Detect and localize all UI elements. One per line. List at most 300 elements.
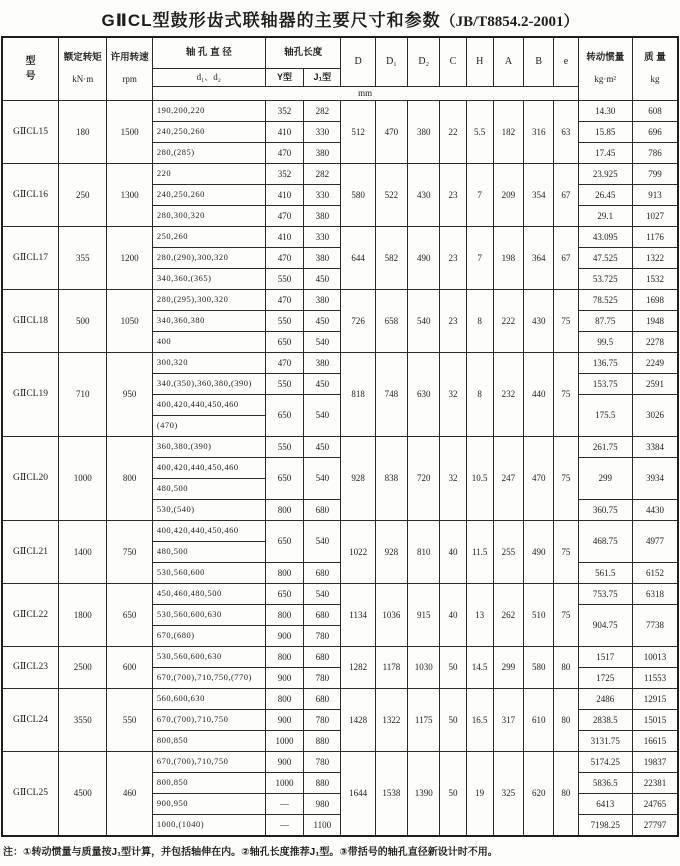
model-cell: GⅡCL25 [2, 752, 59, 837]
dim-H-cell: 14.5 [466, 647, 493, 689]
inertia-cell: 261.75 [578, 437, 632, 458]
y-length-cell: 550 [265, 374, 303, 395]
speed-unit: rpm [122, 74, 137, 85]
bore-cell: (470) [152, 416, 265, 437]
j-length-cell: 380 [304, 353, 341, 374]
dimension-table [1, 36, 679, 837]
torque-cell: 1400 [59, 521, 107, 584]
col-header-torque: 额定转矩 kN·m [59, 37, 107, 101]
bore-cell: 670,(700),710,750 [152, 710, 265, 731]
j-length-cell: 330 [304, 185, 341, 206]
dim-B-cell: 620 [524, 752, 554, 837]
y-length-cell: 650 [265, 521, 303, 563]
bore-cell: 340,360,(365) [152, 269, 265, 290]
inertia-cell: 2838.5 [578, 710, 632, 731]
y-length-cell: 1000 [265, 731, 303, 752]
j-length-cell: 680 [304, 500, 341, 521]
bore-cell: 340,(350),360,380,(390) [152, 374, 265, 395]
mass-cell: 15015 [633, 710, 679, 731]
col-header-bore: 轴 孔 直 径 [152, 37, 265, 69]
dim-D-cell: 818 [341, 353, 375, 437]
dim-D-cell: 1134 [341, 584, 375, 647]
torque-cell: 2500 [59, 647, 107, 689]
mass-cell: 608 [633, 101, 679, 122]
dim-H-cell: 5.5 [466, 101, 493, 164]
title-main: GⅡCL型鼓形齿式联轴器的主要尺寸和参数 [101, 11, 441, 30]
table-row [2, 164, 678, 185]
model-cell: GⅡCL16 [2, 164, 59, 227]
mass-cell: 19837 [633, 752, 679, 773]
dim-C-cell: 32 [440, 353, 466, 437]
torque-cell: 500 [59, 290, 107, 353]
dim-e-cell: 75 [554, 290, 578, 353]
col-header-inertia: 转动惯量 kg·m² [578, 37, 632, 101]
dim-H-cell: 8 [466, 353, 493, 437]
bore-cell: 240,250,260 [152, 185, 265, 206]
dim-e-cell: 75 [554, 353, 578, 437]
dim-D-cell: 1644 [341, 752, 375, 837]
table-row [2, 584, 678, 605]
j-length-cell: 450 [304, 374, 341, 395]
dim-H-cell: 10.5 [466, 437, 493, 521]
bore-cell: 530,560,600 [152, 563, 265, 584]
mass-cell: 6318 [633, 584, 679, 605]
dim-C-cell: 22 [440, 101, 466, 164]
speed-cell: 1200 [107, 227, 152, 290]
title-standard: （JB/T8854.2-2001） [440, 14, 579, 30]
col-header-length: 轴孔长度 [265, 37, 341, 69]
dim-D1-cell: 748 [375, 353, 407, 437]
dim-D2-cell: 1030 [408, 647, 440, 689]
j-length-cell: 880 [304, 731, 341, 752]
dim-B-cell: 316 [524, 101, 554, 164]
table-row [2, 689, 678, 710]
y-length-cell: 900 [265, 710, 303, 731]
mass-cell: 1176 [633, 227, 679, 248]
dim-D2-cell: 430 [408, 164, 440, 227]
dim-e-cell: 80 [554, 752, 578, 837]
dim-H-cell: 8 [466, 290, 493, 353]
table-row [2, 647, 678, 668]
torque-cell: 1800 [59, 584, 107, 647]
dim-D2-cell: 380 [408, 101, 440, 164]
bore-cell: 450,460,480,500 [152, 584, 265, 605]
dim-e-cell: 67 [554, 164, 578, 227]
y-length-cell: 650 [265, 395, 303, 437]
j-length-cell: 282 [304, 101, 341, 122]
table-row [2, 521, 678, 542]
bore-cell: 280,(285) [152, 143, 265, 164]
col-header-mass: 质 量 kg [633, 37, 679, 101]
y-length-cell: 470 [265, 206, 303, 227]
bore-cell: 300,320 [152, 353, 265, 374]
bore-cell: 670,(700),710,750 [152, 752, 265, 773]
y-length-cell: 470 [265, 248, 303, 269]
bore-cell: 360,380,(390) [152, 437, 265, 458]
torque-cell: 180 [59, 101, 107, 164]
dim-A-cell: 209 [493, 164, 523, 227]
bore-cell: 530,560,600,630 [152, 605, 265, 626]
bore-cell: 800,850 [152, 773, 265, 794]
bore-cell: 670,(680) [152, 626, 265, 647]
dim-e-cell: 75 [554, 521, 578, 584]
dim-A-cell: 317 [493, 689, 523, 752]
dim-D-cell: 580 [341, 164, 375, 227]
inertia-cell: 14.30 [578, 101, 632, 122]
dim-B-cell: 354 [524, 164, 554, 227]
bore-cell: 560,600,630 [152, 689, 265, 710]
dim-e-cell: 75 [554, 584, 578, 647]
inertia-cell: 15.85 [578, 122, 632, 143]
inertia-cell: 2486 [578, 689, 632, 710]
dim-e-cell: 75 [554, 437, 578, 521]
y-length-cell: 410 [265, 227, 303, 248]
y-length-cell: 900 [265, 626, 303, 647]
mass-cell: 7738 [633, 605, 679, 647]
dim-D2-cell: 1390 [408, 752, 440, 837]
speed-cell: 800 [107, 437, 152, 521]
mass-cell: 913 [633, 185, 679, 206]
torque-cell: 3550 [59, 689, 107, 752]
bore-cell: 280,(295),300,320 [152, 290, 265, 311]
model-cell: GⅡCL22 [2, 584, 59, 647]
y-length-cell: 900 [265, 752, 303, 773]
j-length-cell: 980 [304, 794, 341, 815]
y-length-cell: 352 [265, 101, 303, 122]
inertia-cell: 153.75 [578, 374, 632, 395]
model-cell: GⅡCL24 [2, 689, 59, 752]
dim-B-cell: 430 [524, 290, 554, 353]
j-length-cell: 780 [304, 710, 341, 731]
mass-cell: 1322 [633, 248, 679, 269]
dim-D2-cell: 720 [408, 437, 440, 521]
header-row-1 [2, 37, 678, 69]
j-length-cell: 380 [304, 290, 341, 311]
mass-cell: 16615 [633, 731, 679, 752]
dim-D2-cell: 1175 [408, 689, 440, 752]
col-header-length-y: Y型 [265, 69, 303, 87]
bore-cell: 400,420,440,450,460 [152, 395, 265, 416]
inertia-cell: 47.525 [578, 248, 632, 269]
col-header-length-j: J₁型 [304, 69, 341, 87]
dim-C-cell: 40 [440, 521, 466, 584]
dim-C-cell: 32 [440, 437, 466, 521]
j-length-cell: 1100 [304, 815, 341, 837]
mass-cell: 799 [633, 164, 679, 185]
inertia-cell: 78.525 [578, 290, 632, 311]
table-row [2, 353, 678, 374]
bore-cell: 800,850 [152, 731, 265, 752]
bore-cell: 340,360,380 [152, 311, 265, 332]
speed-cell: 550 [107, 689, 152, 752]
mass-unit: kg [650, 74, 660, 85]
y-length-cell: 800 [265, 689, 303, 710]
page-title [1, 6, 679, 31]
y-length-cell: 410 [265, 122, 303, 143]
dim-B-cell: 470 [524, 437, 554, 521]
j-length-cell: 680 [304, 647, 341, 668]
col-header-H: H [466, 37, 493, 87]
dim-C-cell: 23 [440, 164, 466, 227]
inertia-cell: 136.75 [578, 353, 632, 374]
dim-B-cell: 490 [524, 521, 554, 584]
dim-D2-cell: 810 [408, 521, 440, 584]
j-length-cell: 380 [304, 143, 341, 164]
dim-D1-cell: 658 [375, 290, 407, 353]
dim-D1-cell: 1538 [375, 752, 407, 837]
mass-cell: 4977 [633, 521, 679, 563]
dim-B-cell: 610 [524, 689, 554, 752]
dim-D1-cell: 1178 [375, 647, 407, 689]
dim-D-cell: 928 [341, 437, 375, 521]
inertia-cell: 3131.75 [578, 731, 632, 752]
y-length-cell: 650 [265, 332, 303, 353]
inertia-cell: 43.095 [578, 227, 632, 248]
model-cell: GⅡCL17 [2, 227, 59, 290]
table-row [2, 101, 678, 122]
dim-B-cell: 440 [524, 353, 554, 437]
j-length-cell: 780 [304, 668, 341, 689]
speed-cell: 950 [107, 353, 152, 437]
mass-cell: 3026 [633, 395, 679, 437]
y-length-cell: 352 [265, 164, 303, 185]
mass-cell: 3384 [633, 437, 679, 458]
inertia-cell: 5174.25 [578, 752, 632, 773]
col-header-speed: 许用转速 rpm [107, 37, 152, 101]
dim-C-cell: 50 [440, 647, 466, 689]
model-cell: GⅡCL18 [2, 290, 59, 353]
j-length-cell: 680 [304, 689, 341, 710]
y-length-cell: 550 [265, 437, 303, 458]
y-length-cell: 470 [265, 353, 303, 374]
mass-cell: 2278 [633, 332, 679, 353]
j-length-cell: 282 [304, 164, 341, 185]
mass-cell: 3934 [633, 458, 679, 500]
speed-cell: 1500 [107, 101, 152, 164]
dim-H-cell: 13 [466, 584, 493, 647]
col-header-e: e [554, 37, 578, 87]
inertia-cell: 904.75 [578, 605, 632, 647]
dim-A-cell: 182 [493, 101, 523, 164]
inertia-cell: 23.925 [578, 164, 632, 185]
bore-cell: 400 [152, 332, 265, 353]
inertia-cell: 53.725 [578, 269, 632, 290]
bore-cell: 530,560,600,630 [152, 647, 265, 668]
dim-e-cell: 80 [554, 689, 578, 752]
j-length-cell: 380 [304, 248, 341, 269]
j-length-cell: 450 [304, 437, 341, 458]
table-row [2, 752, 678, 773]
mass-cell: 6152 [633, 563, 679, 584]
inertia-cell: 6413 [578, 794, 632, 815]
dim-D1-cell: 838 [375, 437, 407, 521]
col-header-D: D [341, 37, 375, 87]
j-length-cell: 540 [304, 332, 341, 353]
mass-cell: 1948 [633, 311, 679, 332]
inertia-cell: 29.1 [578, 206, 632, 227]
y-length-cell: 1000 [265, 773, 303, 794]
y-length-cell: 410 [265, 185, 303, 206]
bore-cell: 900,950 [152, 794, 265, 815]
inertia-cell: 99.5 [578, 332, 632, 353]
inertia-cell: 299 [578, 458, 632, 500]
mass-cell: 10013 [633, 647, 679, 668]
bore-cell: 480,500 [152, 542, 265, 563]
torque-cell: 4500 [59, 752, 107, 837]
inertia-cell: 753.75 [578, 584, 632, 605]
table-row [2, 290, 678, 311]
dim-A-cell: 232 [493, 353, 523, 437]
dim-C-cell: 50 [440, 752, 466, 837]
dim-D-cell: 644 [341, 227, 375, 290]
torque-cell: 1000 [59, 437, 107, 521]
table-row [2, 437, 678, 458]
y-length-cell: — [265, 794, 303, 815]
model-cell: GⅡCL20 [2, 437, 59, 521]
mass-cell: 2591 [633, 374, 679, 395]
y-length-cell: 470 [265, 143, 303, 164]
inertia-cell: 175.5 [578, 395, 632, 437]
dim-B-cell: 364 [524, 227, 554, 290]
j-length-cell: 450 [304, 269, 341, 290]
speed-cell: 1050 [107, 290, 152, 353]
inertia-cell: 87.75 [578, 311, 632, 332]
model-cell: GⅡCL19 [2, 353, 59, 437]
j-length-cell: 880 [304, 773, 341, 794]
speed-cell: 600 [107, 647, 152, 689]
bore-cell: 280,(290),300,320 [152, 248, 265, 269]
inertia-cell: 360.75 [578, 500, 632, 521]
dim-D1-cell: 582 [375, 227, 407, 290]
dim-C-cell: 40 [440, 584, 466, 647]
dim-D-cell: 1428 [341, 689, 375, 752]
bore-cell: 480,500 [152, 479, 265, 500]
dim-H-cell: 7 [466, 164, 493, 227]
dim-D2-cell: 915 [408, 584, 440, 647]
dim-D2-cell: 490 [408, 227, 440, 290]
y-length-cell: 800 [265, 647, 303, 668]
dim-A-cell: 299 [493, 647, 523, 689]
torque-unit: kN·m [72, 74, 94, 85]
mass-cell: 4430 [633, 500, 679, 521]
bore-cell: 400,420,440,450,460 [152, 521, 265, 542]
dim-A-cell: 262 [493, 584, 523, 647]
dim-A-cell: 222 [493, 290, 523, 353]
col-header-model: 型号 [2, 37, 59, 101]
torque-cell: 710 [59, 353, 107, 437]
j-length-cell: 780 [304, 626, 341, 647]
y-length-cell: 800 [265, 500, 303, 521]
mass-cell: 786 [633, 143, 679, 164]
bore-cell: 240,250,260 [152, 122, 265, 143]
inertia-cell: 17.45 [578, 143, 632, 164]
dim-e-cell: 80 [554, 647, 578, 689]
unit-mm-cell: mm [152, 87, 578, 101]
y-length-cell: 800 [265, 605, 303, 626]
y-length-cell: 650 [265, 584, 303, 605]
dim-D-cell: 726 [341, 290, 375, 353]
j-length-cell: 540 [304, 458, 341, 500]
inertia-unit: kg·m² [594, 74, 617, 85]
speed-cell: 460 [107, 752, 152, 837]
table-body [2, 101, 678, 837]
dim-C-cell: 23 [440, 290, 466, 353]
dim-D1-cell: 522 [375, 164, 407, 227]
j-length-cell: 780 [304, 752, 341, 773]
y-length-cell: 650 [265, 458, 303, 500]
dim-A-cell: 198 [493, 227, 523, 290]
inertia-cell: 5836.5 [578, 773, 632, 794]
y-length-cell: 900 [265, 668, 303, 689]
j-length-cell: 330 [304, 227, 341, 248]
j-length-cell: 540 [304, 584, 341, 605]
dim-D1-cell: 1036 [375, 584, 407, 647]
j-length-cell: 450 [304, 311, 341, 332]
dim-C-cell: 50 [440, 689, 466, 752]
mass-cell: 1532 [633, 269, 679, 290]
y-length-cell: 800 [265, 563, 303, 584]
mass-cell: 24765 [633, 794, 679, 815]
dim-H-cell: 16.5 [466, 689, 493, 752]
j-length-cell: 540 [304, 395, 341, 437]
dim-A-cell: 325 [493, 752, 523, 837]
inertia-cell: 468.75 [578, 521, 632, 563]
dim-A-cell: 255 [493, 521, 523, 584]
bore-cell: 220 [152, 164, 265, 185]
torque-cell: 250 [59, 164, 107, 227]
col-header-B: B [524, 37, 554, 87]
j-length-cell: 680 [304, 605, 341, 626]
dim-e-cell: 67 [554, 227, 578, 290]
mass-cell: 22381 [633, 773, 679, 794]
dim-H-cell: 11.5 [466, 521, 493, 584]
mass-cell: 2249 [633, 353, 679, 374]
inertia-cell: 1725 [578, 668, 632, 689]
dim-D2-cell: 540 [408, 290, 440, 353]
y-length-cell: 550 [265, 269, 303, 290]
mass-cell: 27797 [633, 815, 679, 837]
bore-cell: 1000,(1040) [152, 815, 265, 837]
col-header-A: A [493, 37, 523, 87]
dim-D-cell: 1282 [341, 647, 375, 689]
speed-cell: 1300 [107, 164, 152, 227]
bore-cell: 190,200,220 [152, 101, 265, 122]
j-length-cell: 330 [304, 122, 341, 143]
footnote: 注：①转动惯量与质量按J₁型计算，并包括轴伸在内。②轴孔长度推荐J₁型。③带括号的轴孔直径新设计时不用。 [3, 847, 498, 858]
col-header-D1: D₁ [375, 37, 407, 87]
speed-cell: 750 [107, 521, 152, 584]
dim-D1-cell: 1322 [375, 689, 407, 752]
mass-cell: 696 [633, 122, 679, 143]
model-cell: GⅡCL23 [2, 647, 59, 689]
dim-e-cell: 63 [554, 101, 578, 164]
model-cell: GⅡCL21 [2, 521, 59, 584]
inertia-cell: 7198.25 [578, 815, 632, 837]
bore-cell: 670,(700),710,750,(770) [152, 668, 265, 689]
dim-B-cell: 580 [524, 647, 554, 689]
table-header [2, 37, 678, 101]
dim-C-cell: 23 [440, 227, 466, 290]
col-header-D2: D₂ [408, 37, 440, 87]
dim-B-cell: 510 [524, 584, 554, 647]
y-length-cell: 470 [265, 290, 303, 311]
bore-cell: 530,(540) [152, 500, 265, 521]
y-length-cell: — [265, 815, 303, 837]
j-length-cell: 380 [304, 206, 341, 227]
dim-D-cell: 1022 [341, 521, 375, 584]
y-length-cell: 550 [265, 311, 303, 332]
table-row [2, 227, 678, 248]
